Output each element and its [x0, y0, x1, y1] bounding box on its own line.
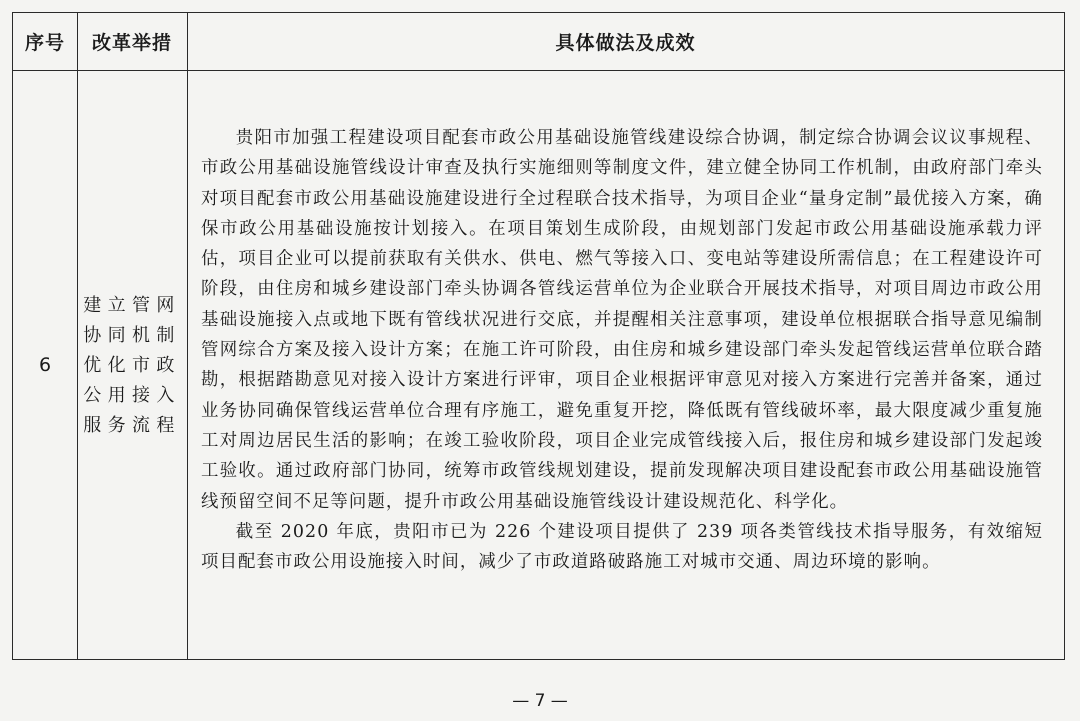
- column-divider: [187, 13, 188, 659]
- details-paragraph: 贵阳市加强工程建设项目配套市政公用基础设施管线建设综合协调，制定综合协调会议议事规程、市政公用基础设施管线设计审查及执行实施细则等制度文件，建立健全协同工作机制，由政府部门牵头对项目配套市政公用基础设施建设进行全过程联合技术指导，为项目企业“量身定制”最优接入方案，确保市政公用基础设施按计划接入。在项目策划生成阶段，由规划部门发起市政公用基础设施承载力评估，项目企业可以提前获取有关供水、供电、燃气等接入口、变电站等建设所需信息；在工程建设许可阶段，由住房和城乡建设部门牵头协调各管线运营单位为企业联合开展技术指导，对项目周边市政公用基础设施接入点或地下既有管线状况进行交底，并提醒相关注意事项，建设单位根据联合指导意见编制管网综合方案及接入设计方案；在施工许可阶段，由住房和城乡建设部门牵头发起管线运营单位联合踏勘，根据踏勘意见对接入设计方案进行评审，项目企业根据评审意见对接入方案进行完善并备案，通过业务协同确保管线运营单位合理有序施工，避免重复开挖，降低既有管线破坏率，最大限度减少重复施工对周边居民生活的影响；在竣工验收阶段，项目企业完成管线接入后，报住房和城乡建设部门发起竣工验收。通过政府部门协同，统筹市政管线规划建设，提前发现解决项目建设配套市政公用基础设施管线预留空间不足等问题，提升市政公用基础设施管线设计建设规范化、科学化。: [201, 128, 1043, 512]
- details-paragraph: 截至 2020 年底，贵阳市已为 226 个建设项目提供了 239 项各类管线技术指导服务，有效缩短项目配套市政公用设施接入时间，减少了市政道路破路施工对城市交通、周边环境的影响。: [201, 521, 1043, 573]
- reform-measures-table: [12, 12, 1065, 660]
- row-reform-measure: 建立管网协同机制优化市政公用接入服务流程: [83, 295, 181, 436]
- header-serial-number: 序号: [24, 32, 65, 54]
- page-number: — 7 —: [512, 691, 568, 711]
- header-reform-measure: 改革举措: [91, 32, 172, 54]
- header-specific-practices: 具体做法及成效: [555, 32, 696, 54]
- row-details: [201, 123, 1043, 577]
- column-divider: [77, 13, 78, 659]
- row-serial-number: 6: [38, 353, 52, 376]
- header-divider: [13, 70, 1064, 71]
